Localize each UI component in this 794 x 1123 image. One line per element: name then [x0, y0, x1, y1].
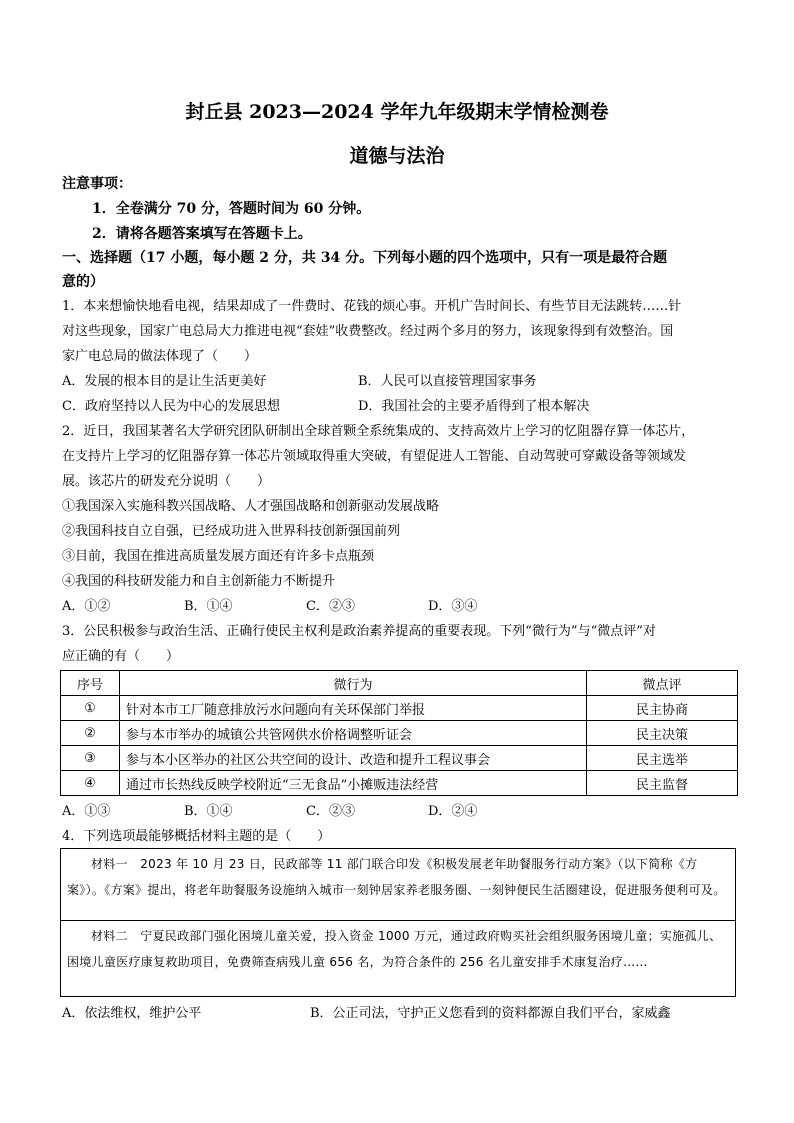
table-cell: ①: [61, 696, 120, 721]
table-cell: 参与本市举办的城镇公共管网供水价格调整听证会: [120, 721, 587, 746]
table-cell: ②: [61, 721, 120, 746]
q1-stem: 家广电总局的做法体现了（ ）: [62, 349, 258, 364]
exam-subject: 道德与法治: [349, 145, 445, 167]
q4-option-b: B．公正司法，守护正义您看到的资料都源自我们平台，家威鑫: [310, 1006, 671, 1021]
q2-stem: 在支持片上学习的忆阻器存算一体芯片领域取得重大突破，有望促进人工智能、自动驾驶可穿戴设备等领域发: [62, 449, 687, 464]
q2-option-a: A．①②: [62, 599, 111, 614]
q1-stem: 对这些现象，国家广电总局大力推进电视“套娃”收费整改。经过两个多月的努力，该现象得到有效整治。国: [62, 324, 674, 339]
table-row: [61, 771, 738, 796]
q3-option-c: C．②③: [306, 804, 355, 819]
table-cell: 民主选举: [587, 746, 738, 771]
table-cell: 民主监督: [587, 771, 738, 796]
q3-option-b: B．①④: [184, 804, 233, 819]
q1-option-b: B．人民可以直接管理国家事务: [358, 374, 537, 389]
table-cell: 民主协商: [587, 696, 738, 721]
q3-stem: 3．公民积极参与政治生活、正确行使民主权利是政治素养提高的重要表现。下列“微行为”与“微点评”对: [62, 624, 656, 639]
table-row: [61, 721, 738, 746]
material-1: 材料一 2023 年 10 月 23 日，民政部等 11 部门联合印发《积极发展老年助餐服务行动方案》（以下简称《方案》）。《方案》提出，将老年助餐服务设施纳入城市一刻钟居家养老服务圈、一刻钟便民生活圈建设，促进服务便利可及。: [67, 857, 726, 897]
table-cell: ③: [61, 746, 120, 771]
q1-option-c: C．政府坚持以人民为中心的发展思想: [62, 399, 280, 414]
table-header-row: [61, 671, 738, 696]
q4-stem: 4．下列选项最能够概括材料主题的是（ ）: [62, 829, 331, 844]
q4-option-a: A．依法维权，维护公平: [62, 1006, 202, 1021]
table-cell: 民主决策: [587, 721, 738, 746]
table-header: 微点评: [587, 671, 738, 696]
q2-option-c: C．②③: [306, 599, 355, 614]
table-header: 序号: [61, 671, 120, 696]
q2-statement: ④我国的科技研发能力和自主创新能力不断提升: [62, 574, 336, 589]
q2-statement: ①我国深入实施科教兴国战略、人才强国战略和创新驱动发展战略: [62, 499, 440, 514]
q3-option-a: A．①③: [62, 804, 111, 819]
table-cell: 针对本市工厂随意排放污水问题向有关环保部门举报: [120, 696, 587, 721]
q2-stem: 展。该芯片的研发充分说明（ ）: [62, 474, 271, 489]
material-2: 材料二 宁夏民政部门强化困境儿童关爱，投入资金 1000 万元，通过政府购买社会组织服务困境儿童；实施孤儿、困境儿童医疗康复救助项目，免费筛查病残儿童 656 名，为符合条件的 256 名儿童安排手术康复治疗……: [67, 929, 722, 969]
q1-option-d: D．我国社会的主要矛盾得到了根本解决: [358, 399, 590, 414]
notice-item: 2．请将各题答案填写在答题卡上。: [92, 226, 312, 242]
notice-item: 1．全卷满分 70 分，答题时间为 60 分钟。: [92, 201, 371, 217]
q2-statement: ③目前，我国在推进高质量发展方面还有许多卡点瓶颈: [62, 549, 375, 564]
table-cell: 参与本小区举办的社区公共空间的设计、改造和提升工程议事会: [120, 746, 587, 771]
q3-stem: 应正确的有（ ）: [62, 649, 180, 664]
table-cell: 通过市长热线反映学校附近“三无食品”小摊贩违法经营: [120, 771, 587, 796]
q2-stem: 2．近日，我国某著名大学研究团队研制出全球首颗全系统集成的、支持高效片上学习的忆阻器存算一体芯片，: [62, 424, 695, 439]
table-row: [61, 746, 738, 771]
section-heading: 一、选择题（17 小题，每小题 2 分，共 34 分。下列每小题的四个选项中，只有一项是最符合题: [62, 250, 668, 266]
table-header: 微行为: [120, 671, 587, 696]
q2-option-b: B．①④: [184, 599, 233, 614]
q2-option-d: D．③④: [428, 599, 478, 614]
table-row: [61, 696, 738, 721]
material-box-1: [60, 848, 736, 921]
material-box-2: [60, 921, 736, 997]
section-heading-cont: 意的）: [62, 274, 104, 290]
table-cell: ④: [61, 771, 120, 796]
q3-table: [60, 670, 738, 796]
notice-heading: 注意事项：: [62, 176, 132, 192]
q1-option-a: A．发展的根本目的是让生活更美好: [62, 374, 267, 389]
q2-statement: ②我国科技自立自强，已经成功进入世界科技创新强国前列: [62, 524, 401, 539]
q1-stem: 1．本来想愉快地看电视，结果却成了一件费时、花钱的烦心事。开机广告时间长、有些节目无法跳转……针: [62, 299, 682, 314]
q3-option-d: D．②④: [428, 804, 478, 819]
exam-title: 封丘县 2023—2024 学年九年级期末学情检测卷: [185, 101, 609, 123]
